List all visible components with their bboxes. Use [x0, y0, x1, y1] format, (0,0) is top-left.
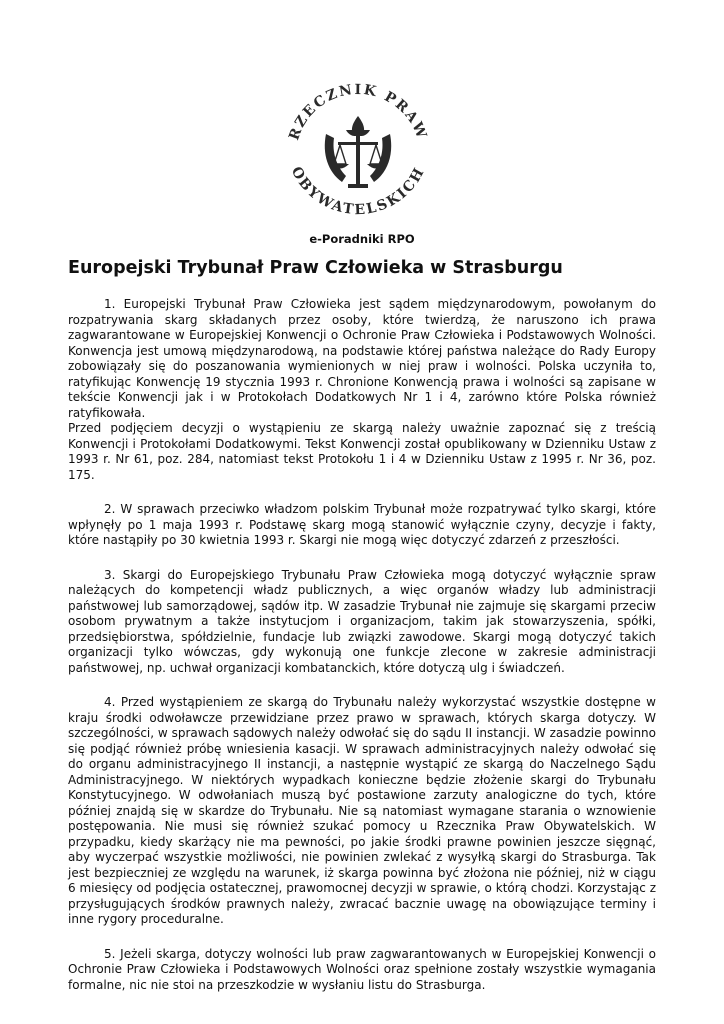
- rpo-emblem: [282, 72, 434, 222]
- paragraph-4: [68, 695, 656, 928]
- rpo-logo: [282, 72, 434, 222]
- scales-emblem-icon: [325, 116, 391, 188]
- page-title: Europejski Trybunał Praw Człowieka w Strasburgu: [68, 258, 563, 278]
- paragraph-text: 1. Europejski Trybunał Praw Człowieka jest sądem międzynarodowym, powołanym do rozpatrywania skarg składanych przez osoby, które twierdzą, że naruszono ich prawa zagwarantowane w Europejskiej Konwencji o Ochronie Praw Człowieka i Podstawowych Wolności. Konwencja jest umową międzynarodową, na podstawie której państwa należące do Rady Europy zobowiązały się do poszanowania wymienionych w niej praw i wolności. Polska uczyniła to, ratyfikując Konwencję 19 stycznia 1993 r. Chronione Konwencją prawa i wolności są zapisane w tekście Konwencji jak i w Protokołach Dodatkowych Nr 1 i 4, zarówno które Polska również ratyfikowała.: [68, 297, 656, 420]
- subtitle: e-Poradniki RPO: [309, 232, 415, 246]
- logo-text-top: RZECZNIK PRAW: [286, 81, 430, 143]
- paragraph-1: [68, 297, 656, 483]
- paragraph-text: 4. Przed wystąpieniem ze skargą do Trybunału należy wykorzystać wszystkie dostępne w kraju środki odwoławcze przewidziane przez prawo w sprawach, których skarga dotyczy. W szczególności, w sprawach sądowych należy odwołać się do sądu II instancji. W zasadzie powinno się podjąć również próbę wniesienia kasacji. W sprawach administracyjnych należy odwołać się do organu administracyjnego II instancji, a następnie wystąpić ze skargą do Naczelnego Sądu Administracyjnego. W niektórych wypadkach konieczne będzie złożenie skargi do Trybunału Konstytucyjnego. W odwołaniach muszą być postawione zarzuty analogiczne do tych, które później znajdą się w skardze do Trybunału. Nie są natomiast wymagane starania o wznowienie postępowania. Nie musi się również szukać pomocy u Rzecznika Praw Obywatelskich. W przypadku, kiedy skarżący nie ma pewności, po jakie środki prawne powinien jeszcze sięgnąć, aby wyczerpać wszystkie możliwości, nie powinien zwlekać z wysyłką skargi do Strasburga. Tak jest bezpieczniej ze względu na warunek, iż skarga powinna być złożona nie później, niż w ciągu 6 miesięcy od podjęcia ostatecznej, prawomocnej decyzji w sprawie, o którą chodzi. Korzystając z przysługujących środków prawnych należy, zwracać bacznie uwagę na obowiązujące terminy i inne rygory proceduralne.: [68, 695, 656, 926]
- paragraph-note: Przed podjęciem decyzji o wystąpieniu ze skargą należy uważnie zapoznać się z treścią Konwencji i Protokołami Dodatkowymi. Tekst Konwencji został opublikowany w Dzienniku Ustaw z 1993 r. Nr 61, poz. 284, natomiast tekst Protokołu 1 i 4 w Dzienniku Ustaw z 1995 r. Nr 36, poz. 175.: [68, 421, 656, 482]
- paragraph-3: [68, 568, 656, 677]
- logo-text-bottom: OBYWATELSKICH: [287, 164, 429, 219]
- paragraph-5: [68, 947, 656, 994]
- paragraph-2: [68, 502, 656, 549]
- paragraph-text: 5. Jeżeli skarga, dotyczy wolności lub praw zagwarantowanych w Europejskiej Konwencji o Ochronie Praw Człowieka i Podstawowych Wolności oraz spełnione zostały wszystkie wymagania formalne, nic nie stoi na przeszkodzie w wysłaniu listu do Strasburga.: [68, 946, 656, 992]
- document-body: [68, 297, 656, 1012]
- paragraph-text: 3. Skargi do Europejskiego Trybunału Praw Człowieka mogą dotyczyć wyłącznie spraw należących do kompetencji władz publicznych, a więc organów władzy lub administracji państwowej lub samorządowej, sądów itp. W zasadzie Trybunał nie zajmuje się skargami przeciw osobom prywatnym a także instytucjom i organizacjom, takim jak stowarzyszenia, spółki, przedsiębiorstwa, spółdzielnie, fundacje lub związki zawodowe. Skargi mogą dotyczyć takich organizacji tylko wówczas, gdy wykonują one funkcje zlecone w zakresie administracji państwowej, np. uchwał organizacji kombatanckich, które dotyczą ulg i świadczeń.: [68, 567, 656, 675]
- paragraph-text: 2. W sprawach przeciwko władzom polskim Trybunał może rozpatrywać tylko skargi, które wpłynęły po 1 maja 1993 r. Podstawę skarg mogą stanowić wyłącznie czyny, decyzje i fakty, które nastąpiły po 30 kwietnia 1993 r. Skargi nie mogą więc dotyczyć zdarzeń z przeszłości.: [68, 502, 656, 547]
